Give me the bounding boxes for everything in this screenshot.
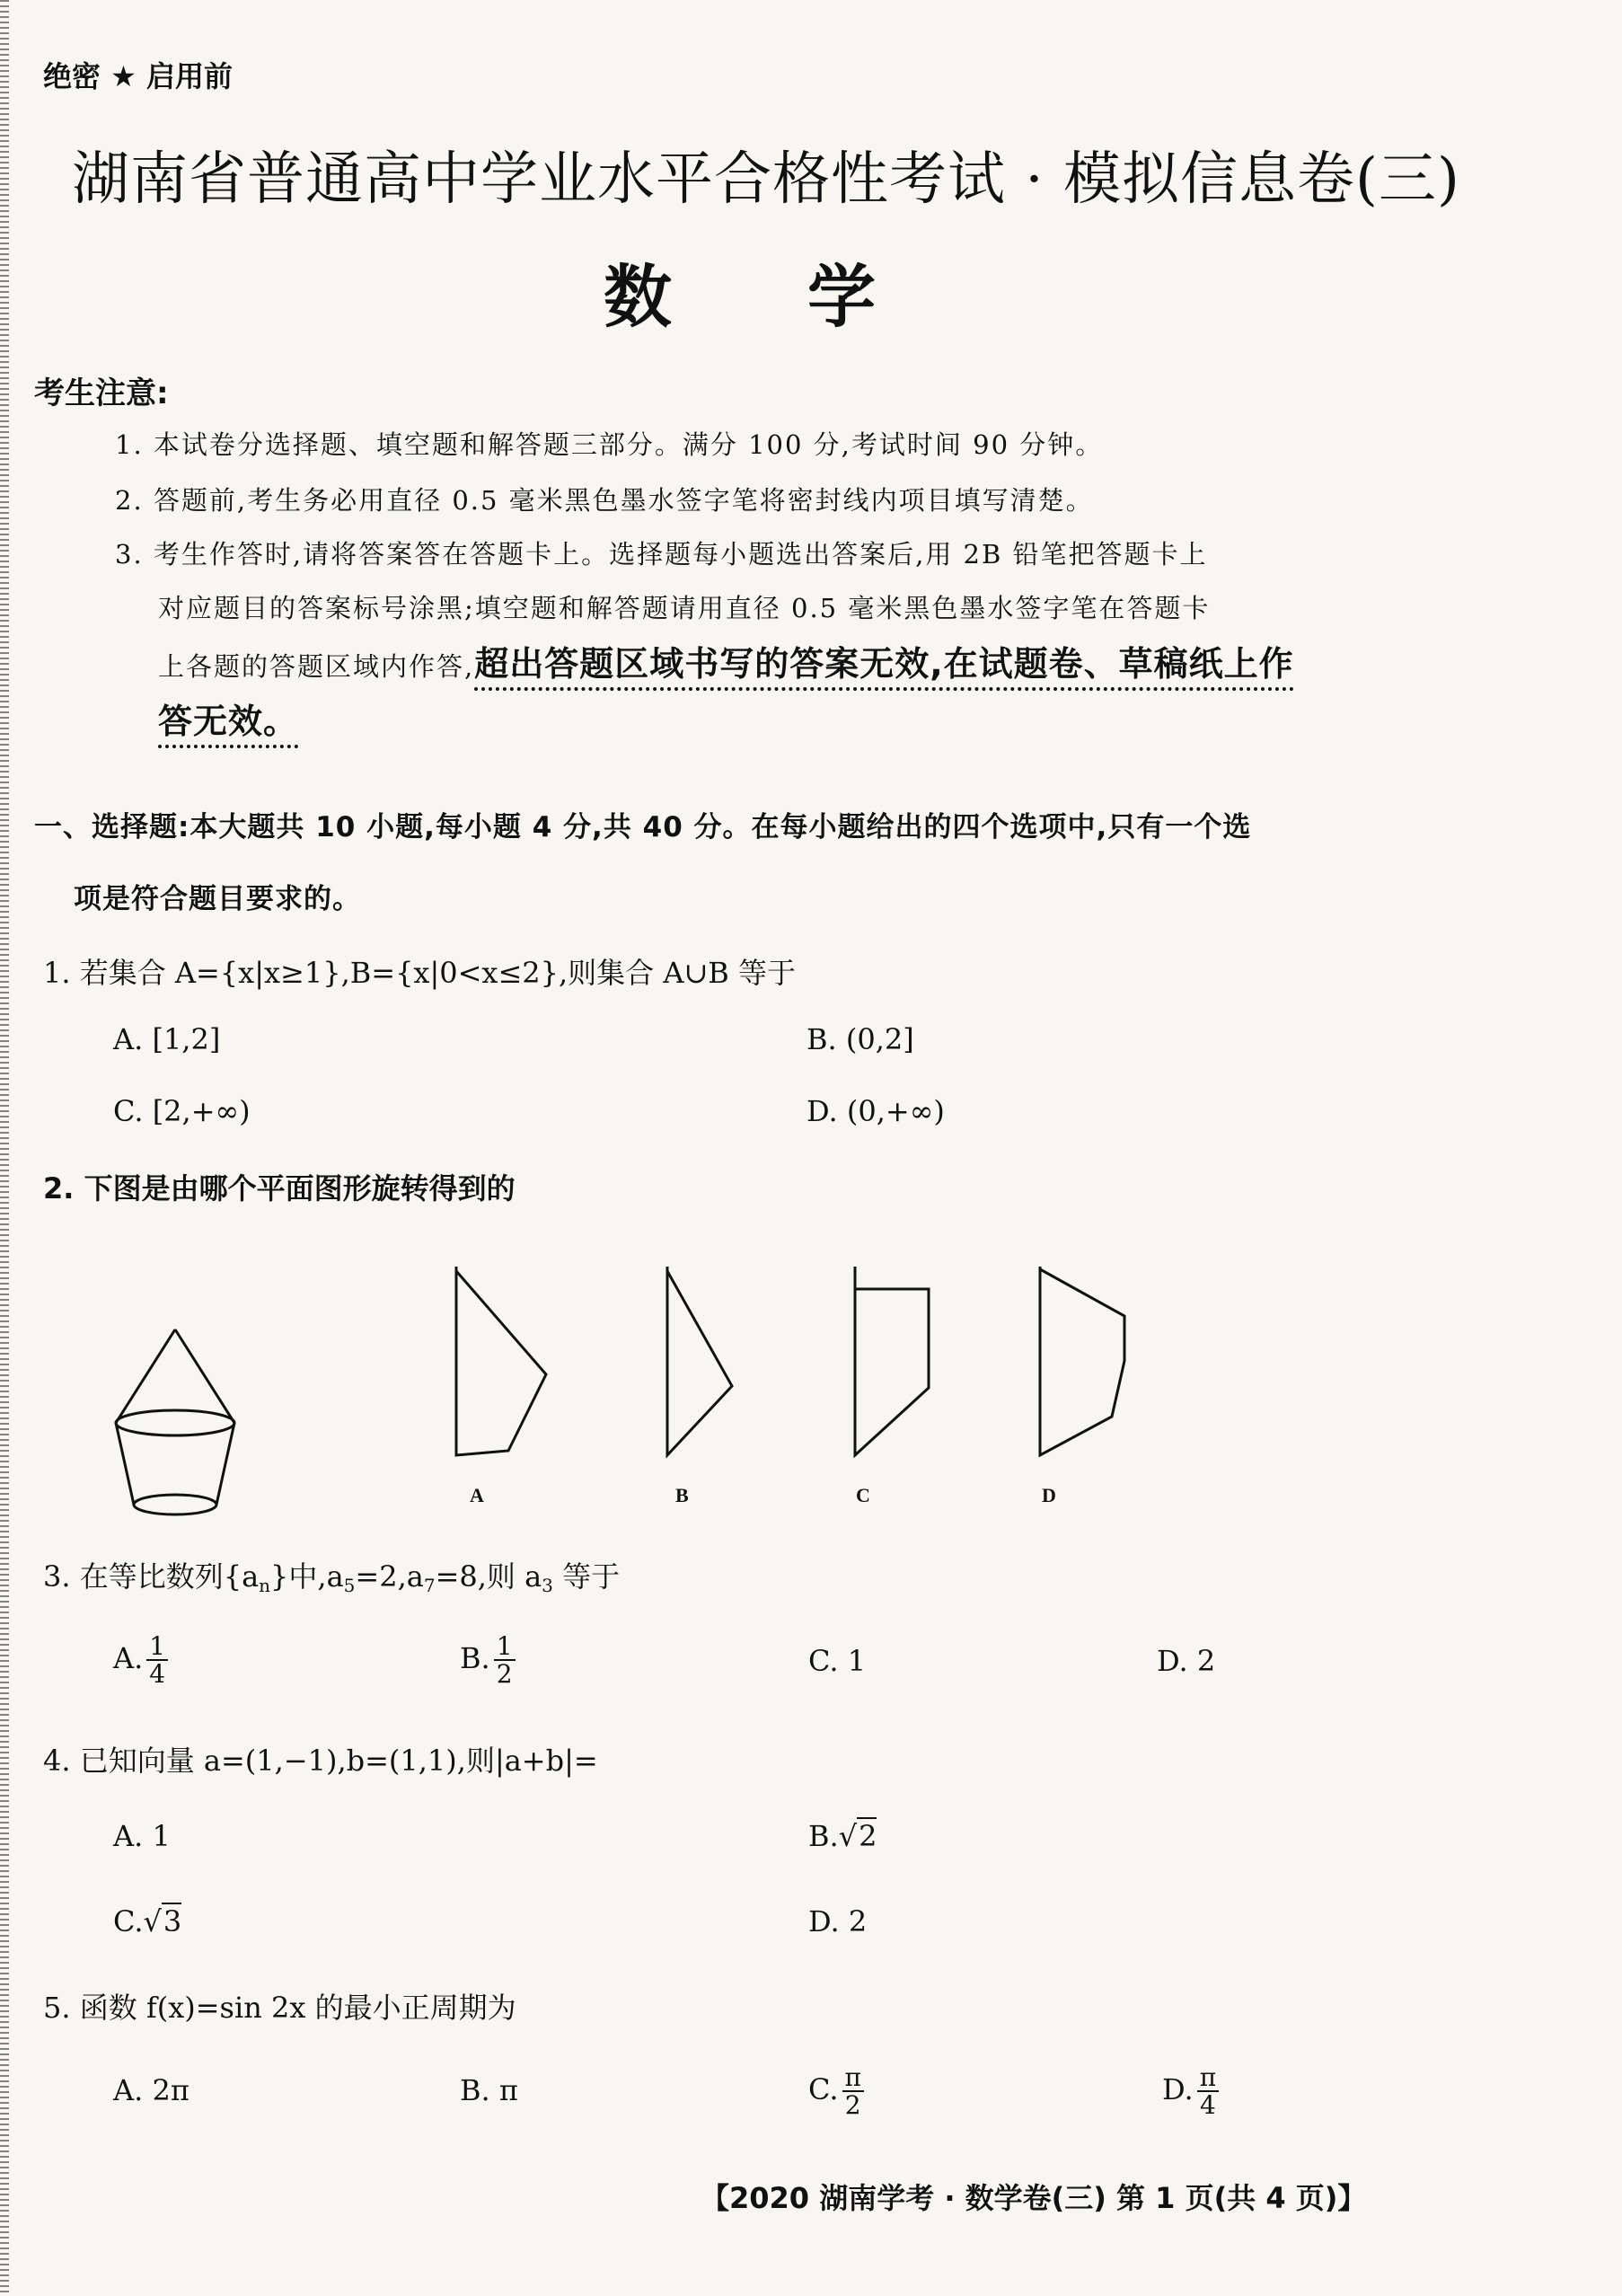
fraction-denominator: 4 — [149, 1659, 166, 1690]
fraction-numerator: π — [842, 2064, 864, 2092]
q3-subscript-n: n — [259, 1575, 271, 1596]
question-3-option-d: D. 2 — [1157, 1644, 1216, 1678]
q3-subscript-3: 3 — [542, 1575, 553, 1596]
option-label: D. — [1162, 2071, 1194, 2106]
question-3-option-a — [113, 1633, 168, 1688]
exam-title: 湖南省普通高中学业水平合格性考试 · 模拟信息卷(三) — [72, 146, 1460, 213]
question-5-option-a: A. 2π — [113, 2073, 190, 2107]
question-4-option-a: A. 1 — [113, 1819, 171, 1853]
question-2-stem: 2. 下图是由哪个平面图形旋转得到的 — [43, 1171, 516, 1205]
fraction — [842, 2064, 864, 2119]
figure-label-b: B — [675, 1484, 689, 1506]
question-1-stem: 1. 若集合 A={x|x≥1},B={x|0<x≤2},则集合 A∪B 等于 — [43, 956, 796, 990]
fraction-numerator: 1 — [146, 1633, 168, 1661]
q3-stem-part: }中,a — [270, 1559, 344, 1594]
question-3-option-b — [460, 1633, 516, 1688]
option-d-shape — [1033, 1262, 1141, 1469]
solid-of-revolution-figure — [103, 1320, 247, 1527]
question-1-option-a: A. [1,2] — [113, 1022, 221, 1056]
note-item-3-normal: 上各题的答题区域内作答, — [158, 651, 475, 682]
sqrt-symbol: √ — [838, 1819, 858, 1853]
q3-stem-part: 等于 — [552, 1559, 621, 1594]
question-3-stem — [43, 1554, 620, 1596]
question-4-option-b — [808, 1819, 877, 1853]
option-label: B. — [460, 1640, 490, 1675]
question-4-option-d: D. 2 — [808, 1904, 868, 1938]
question-1-option-d: D. (0,+∞) — [807, 1094, 945, 1128]
question-5-stem: 5. 函数 f(x)=sin 2x 的最小正周期为 — [43, 1991, 516, 2025]
note-item-3-line-3 — [158, 636, 1294, 685]
note-item-3-line-4 — [158, 693, 298, 743]
question-4-stem: 4. 已知向量 a=(1,−1),b=(1,1),则|a+b|= — [43, 1744, 598, 1778]
fraction-numerator: 1 — [494, 1633, 516, 1661]
subject-char-1: 数 — [604, 257, 673, 337]
subject-char-2: 学 — [807, 257, 877, 337]
q3-subscript-7: 7 — [423, 1575, 436, 1596]
question-5-option-c — [808, 2064, 864, 2119]
option-c-shape — [848, 1262, 938, 1469]
page-footer: 【2020 湖南学考 · 数学卷(三) 第 1 页(共 4 页)】 — [701, 2181, 1367, 2215]
q3-stem-part: =8,则 a — [435, 1559, 542, 1594]
option-label: C. — [808, 2071, 839, 2106]
secret-mark: 绝密 ★ 启用前 — [43, 59, 233, 93]
question-1-option-b: B. (0,2] — [807, 1022, 914, 1056]
q3-subscript-5: 5 — [343, 1575, 356, 1596]
note-item-3: 3. 考生作答时,请将答案答在答题卡上。选择题每小题选出答案后,用 2B 铅笔把答题卡上 — [115, 539, 1208, 570]
fraction-denominator: 2 — [496, 1659, 513, 1690]
figure-label-c: C — [856, 1484, 870, 1506]
option-label: B. — [808, 1819, 839, 1853]
binding-edge — [0, 0, 9, 2296]
option-b-shape — [660, 1262, 750, 1469]
sqrt-value: 2 — [859, 1819, 877, 1853]
question-1-option-c: C. [2,+∞) — [113, 1094, 251, 1128]
section-1-instructions-cont: 项是符合题目要求的。 — [74, 883, 361, 915]
question-5-option-b: B. π — [460, 2073, 518, 2107]
option-label: A. — [113, 1640, 144, 1675]
option-a-shape — [449, 1262, 557, 1469]
fraction — [494, 1633, 516, 1688]
question-5-option-d — [1162, 2064, 1219, 2119]
section-1-instructions: 一、选择题:本大题共 10 小题,每小题 4 分,共 40 分。在每小题给出的四个选项中,只有一个选 — [34, 811, 1252, 843]
q3-stem-part: =2,a — [355, 1559, 424, 1594]
fraction — [1197, 2064, 1219, 2119]
fraction-denominator: 2 — [844, 2090, 861, 2121]
fraction — [146, 1633, 168, 1688]
sqrt-symbol: √ — [143, 1904, 162, 1938]
option-label: C. — [113, 1904, 144, 1938]
fraction-denominator: 4 — [1199, 2090, 1216, 2121]
note-item-1: 1. 本试卷分选择题、填空题和解答题三部分。满分 100 分,考试时间 90 分钟。 — [115, 429, 1104, 460]
notes-title: 考生注意: — [34, 375, 169, 411]
question-3-option-c: C. 1 — [808, 1644, 867, 1678]
sqrt-value: 3 — [163, 1904, 182, 1938]
note-item-3-line-2: 对应题目的答案标号涂黑;填空题和解答题请用直径 0.5 毫米黑色墨水签字笔在答题卡 — [158, 593, 1211, 623]
subject-title — [604, 243, 1011, 340]
figure-label-a: A — [470, 1484, 484, 1506]
note-item-2: 2. 答题前,考生务必用直径 0.5 毫米黑色墨水签字笔将密封线内项目填写清楚。 — [115, 485, 1094, 516]
fraction-numerator: π — [1197, 2064, 1219, 2092]
note-item-3-emphasis-end: 答无效。 — [158, 702, 298, 748]
figure-label-d: D — [1042, 1484, 1056, 1506]
q3-stem-part: 3. 在等比数列{a — [43, 1559, 260, 1594]
note-item-3-emphasis: 超出答题区域书写的答案无效,在试题卷、草稿纸上作 — [474, 644, 1293, 691]
question-4-option-c — [113, 1904, 181, 1938]
